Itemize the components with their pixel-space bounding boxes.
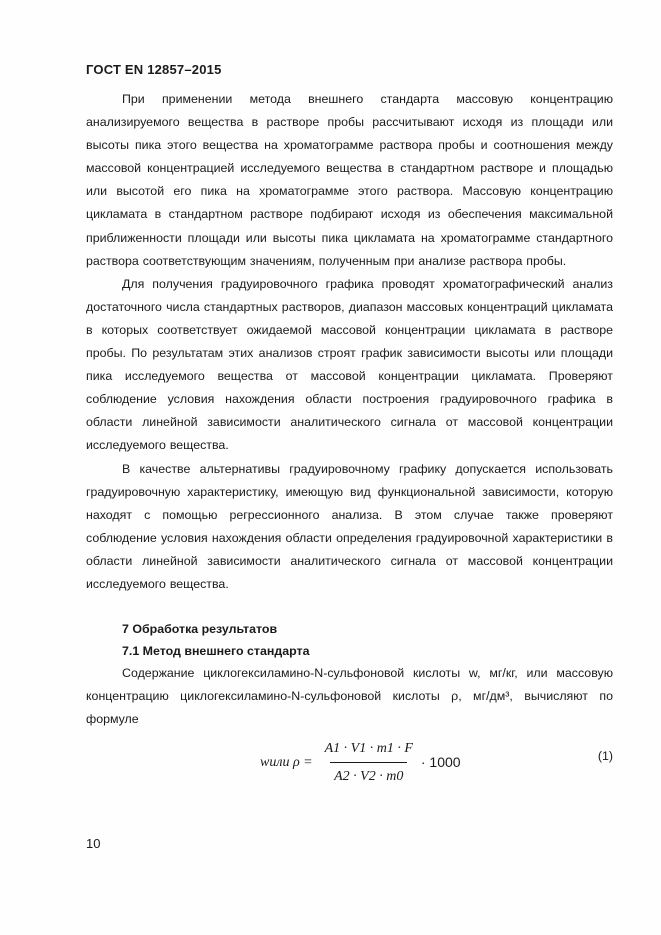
paragraph-calibration-characteristic: В качестве альтернативы градуировочному графику допускается использовать градуировочную характеристику, имеющую вид функциональной зависимости, которую находят с помощью регрессионного анализа. В этом случае также проверяют соблюдение условия нахождения области определения градуировочной характеристики в области линейной зависимости аналитического сигнала от массовой концентрации исследуемого вещества. bbox=[86, 461, 613, 591]
equation-number: (1) bbox=[597, 749, 613, 764]
formula-lhs: wили ρ = bbox=[260, 755, 313, 771]
formula-denominator: A2 · V2 · m0 bbox=[330, 762, 407, 788]
formula-numerator: A1 · V1 · m1 · F bbox=[324, 741, 413, 757]
section-text: Содержание циклогексиламино-N-сульфоновой кислоты w, мг/кг, или массовую концентрацию циклогексиламино-N-сульфоновой кислоты ρ, мг/дм³, вычисляют по формуле bbox=[86, 666, 613, 727]
document-header: ГОСТ EN 12857–2015 bbox=[86, 62, 222, 77]
page-number: 10 bbox=[86, 836, 101, 851]
formula-multiplier: · 1000 bbox=[420, 754, 461, 771]
formula-row bbox=[86, 735, 613, 783]
paragraph-calibration-graph: Для получения градуировочного графика проводят хроматографический анализ достаточного числа стандартных растворов, диапазон массовых концентраций цикламата в которых соответствует ожидаемой массовой концентрации цикламата в растворе пробы. По результатам этих анализов строят график зависимости высоты или площади пика исследуемого вещества от массовой концентрации цикламата. Проверяют соблюдение условия нахождения области построения градуировочного графика в области линейной зависимости аналитического сигнала от массовой концентрации исследуемого вещества. bbox=[86, 276, 613, 453]
formula bbox=[260, 737, 461, 788]
subsection-heading: 7.1 Метод внешнего стандарта bbox=[122, 644, 310, 659]
document-body bbox=[86, 88, 613, 783]
paragraph-external-standard: При применении метода внешнего стандарта массовую концентрацию анализируемого вещества в растворе пробы рассчитывают исходя из площади или высоты пика этого вещества на хроматограмме раствора пробы и соотношения между массовой концентрацией исследуемого вещества в стандартном растворе и площадью или высотой его пика на хроматограмме этого раствора. Массовую концентрацию цикламата в стандартном растворе подбирают исходя из обеспечения максимальной приближенности площади или высоты пика цикламата на хроматограмме стандартного раствора соответствующим значениям, полученным при анализе раствора пробы. bbox=[86, 92, 613, 268]
section-heading: 7 Обработка результатов bbox=[122, 622, 278, 637]
formula-fraction bbox=[321, 737, 417, 788]
